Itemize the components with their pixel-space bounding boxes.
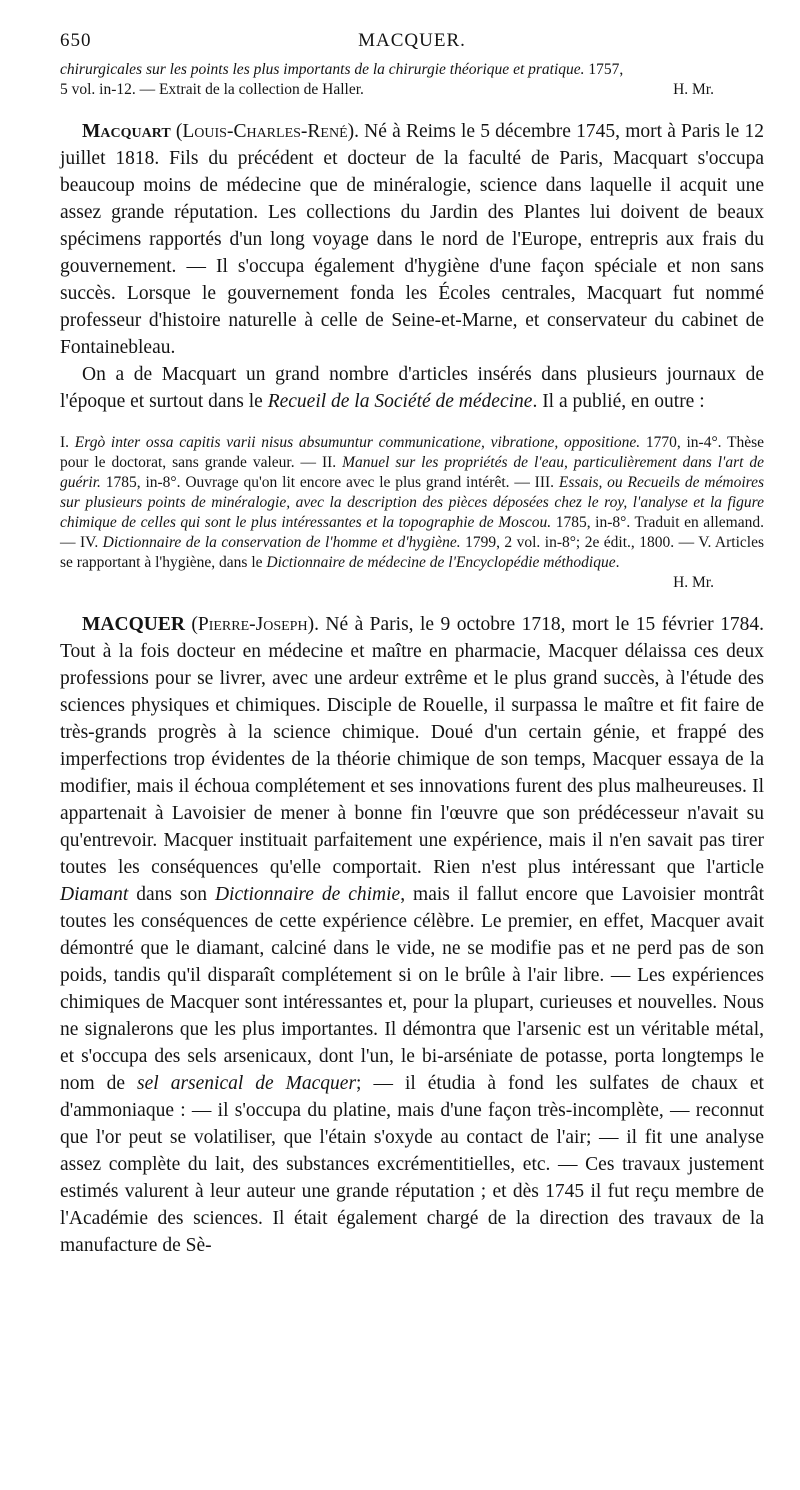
entry-name-macquer: MACQUER [82,614,185,635]
entry-macquer [60,611,764,1259]
entry-name-macquart: Macquart [82,121,171,142]
text-segment: . [615,554,620,571]
text-segment: Dictionnaire de la conservation de l'homme et d'hygiène. [102,534,461,551]
macquart-para2-a: On a de Macquart un grand nombre d'articles insérés dans plusieurs journaux de l'époque et surtout dans le [60,364,764,412]
page-number: 650 [60,30,92,51]
text-segment: 1785, in-8°. Traduit en allemand. — IV. [60,514,764,551]
entry-macquart [60,118,764,415]
macquart-signature: H. Mr. [673,574,714,591]
entry-given-macquart: (Louis-Charles-René). [175,121,359,142]
running-title: MACQUER. [358,30,466,51]
text-segment: 1770, in-4°. Thèse pour le doctorat, sans grande valeur. — II. [60,434,764,471]
macquart-para1: Né à Reims le 5 décembre 1745, mort à Paris le 12 juillet 1818. Fils du précédent et docteur de la faculté de Paris, Macquart s'occupa beaucoup moins de médecine que de minéralogie, science dans laquelle il acquit une assez grande réputation. Les collections du Jardin des Plantes lui doivent de beaux spécimens rapportés d'un long voyage dans le nord de l'Europe, entrepris aux frais du gouvernement. — Il s'occupa également d'hygiène d'une façon spéciale et non sans succès. Lorsque le gouvernement fonda les Écoles centrales, Macquart fut nommé professeur d'histoire naturelle à celle de Seine-et-Marne, et conservateur du cabinet de Fontainebleau. [60,121,764,358]
text-segment: Dictionnaire de chimie [214,884,401,905]
macquart-para2-b: . Il a publié, en outre : [532,391,705,412]
running-header [60,30,764,60]
macquer-text [60,614,764,1256]
fragment-line2: 5 vol. in-12. — Extrait de la collection de Haller. [60,81,364,98]
text-segment: Dictionnaire de médecine de l'Encyclopédie méthodique [266,554,616,571]
text-segment: Né à Paris, le 9 octobre 1718, mort le 15 février 1784. Tout à la fois docteur en médecine et maître en pharmacie, Macquer délaissa ces deux professions pour se livrer, avec une ardeur extrême et le plus grand succès, à l'étude des sciences physiques et chimiques. Disciple de Rouelle, il surpassa le maître et fit faire de très-grands progrès à la science chimique. Doué d'un certain génie, et frappé des imperfections trop évidentes de la théorie chimique de son temps, Macquer essaya de la modifier, mais il échoua complétement et ses innovations furent des plus malheureuses. Il appartenait à Lavoisier de mener à bonne fin l'œuvre que son prédécesseur n'avait su qu'entrevoir. Macquer instituait parfaitement une expérience, mais il n'en savait pas tirer toutes les conséquences qu'elle comportait. Rien n'est plus intéressant que l'article [60,614,764,878]
text-segment: Essais, ou Recueils de mémoires sur plusieurs points de minéralogie, avec la description des pièces déposées chez le roy, l'analyse et la figure chimique de celles qui sont le plus intéressantes et la topographie de Moscou. [60,474,764,531]
text-segment: I. [60,434,75,451]
text-segment: Ergò inter ossa capitis varii nisus absumuntur communicatione, vibratione, oppositione. [74,434,641,451]
top-fragment [60,60,764,100]
fragment-year: 1757, [584,61,624,78]
text-segment: Manuel sur les propriétés de l'eau, particulièrement dans l'art de guérir. [60,454,764,491]
macquart-bibliography [60,433,764,593]
text-segment: dans son [128,884,215,905]
text-segment: Diamant [60,884,129,905]
entry-given-macquer: (Pierre-Joseph). [191,614,319,635]
text-segment: ; — il étudia à fond les sulfates de chaux et d'ammoniaque : — il s'occupa du platine, mais d'une façon très-incomplète, — reconnut que l'or peut se volatiliser, que l'étain s'oxyde au contact de l'air; — il fit une analyse assez complète du lait, des substances excrémentitielles, etc. — Ces travaux justement estimés valurent à leur auteur une grande réputation ; et dès 1745 il fut reçu membre de l'Académie des sciences. Il était également chargé de la direction des travaux de la manufacture de Sè- [60,1073,764,1256]
text-segment: , mais il fallut encore que Lavoisier montrât toutes les conséquences de cette expérience célèbre. Le premier, en effet, Macquer avait démontré que le diamant, calciné dans le vide, ne se modifie pas et ne perd pas de son poids, tandis qu'il disparaît complétement si on le brûle à l'air libre. — Les expériences chimiques de Macquer sont intéressantes et, pour la plupart, curieuses et nouvelles. Nous ne signalerons que les plus importantes. Il démontra que l'arsenic est un véritable métal, et s'occupa des sels arsenicaux, dont l'un, le bi-arséniate de potasse, porta longtemps le nom de [60,884,764,1094]
text-segment: 1799, 2 vol. in-8°; 2e édit., 1800. — V. Articles se rapportant à l'hygiène, dans le [60,534,764,571]
macquart-para2-italic: Recueil de la Société de médecine [267,391,533,412]
fragment-italic: chirurgicales sur les points les plus importants de la chirurgie théorique et pratique. [60,61,585,78]
text-segment: 1785, in-8°. Ouvrage qu'on lit encore avec le plus grand intérêt. — III. [100,474,559,491]
biblio-text [60,434,764,571]
text-segment: sel arsenical de Macquer [137,1073,357,1094]
fragment-signature: H. Mr. [673,81,714,98]
